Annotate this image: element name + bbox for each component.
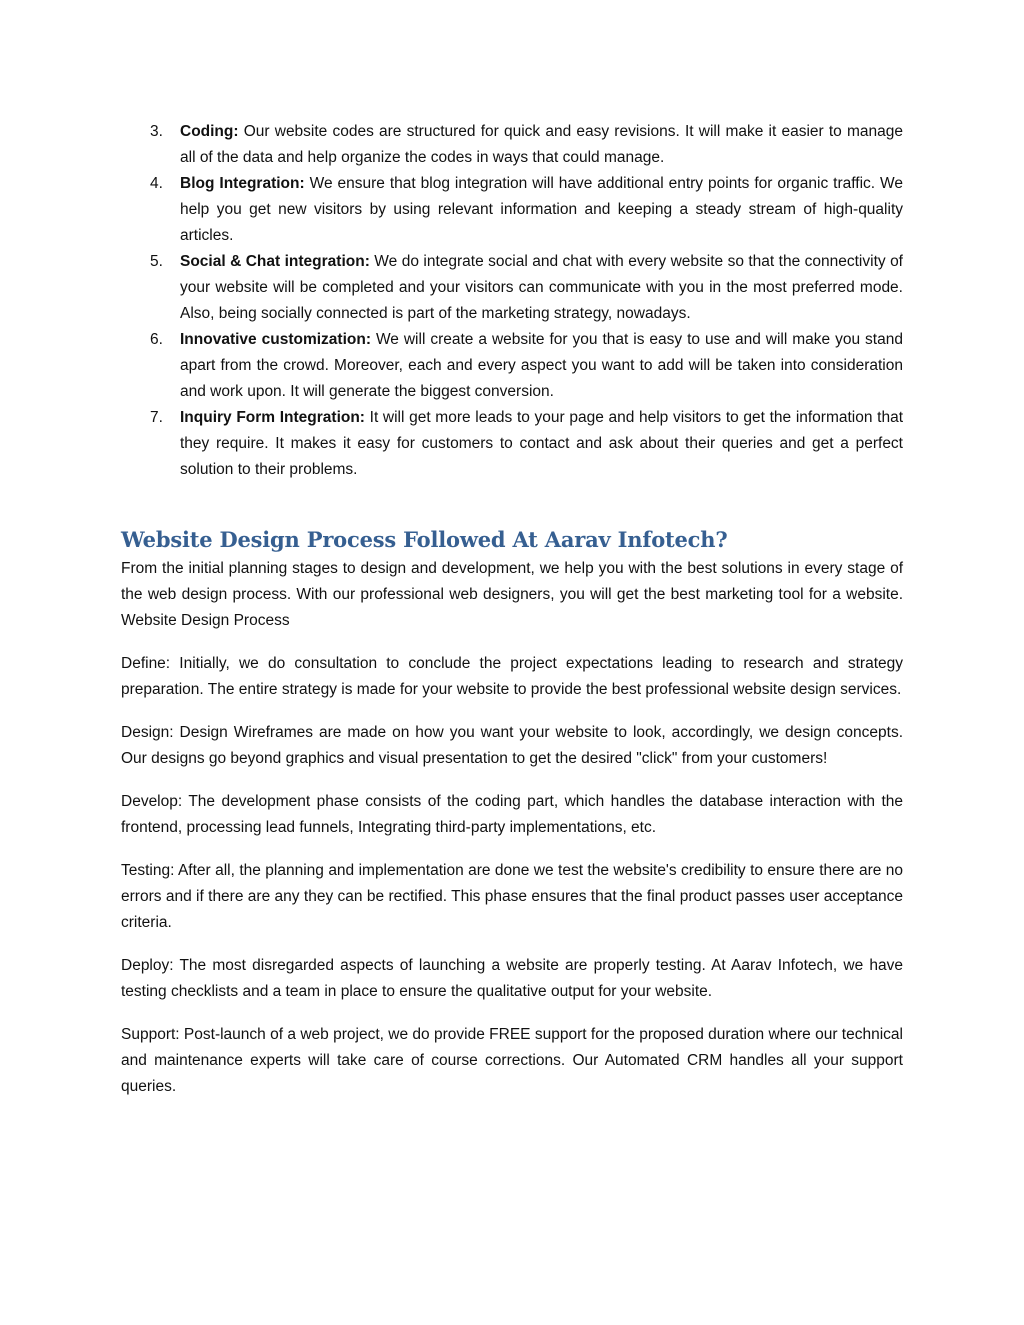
document-page	[121, 119, 903, 1117]
list-item-text: We will create a website for you that is easy to use and will make you stand apart from the crowd. Moreover, each and every aspect you want to add will be taken into consideration and work upon. It will generate the biggest conversion.	[180, 331, 903, 400]
list-number: 3.	[150, 123, 163, 140]
list-number: 5.	[150, 253, 163, 270]
support-paragraph: Support: Post-launch of a web project, we do provide FREE support for the proposed duration where our technical and maintenance experts will take care of course corrections. Our Automated CRM handles all your support queries.	[121, 1026, 903, 1095]
testing-paragraph: Testing: After all, the planning and implementation are done we test the website's credibility to ensure there are no errors and if there are any they can be rectified. This phase ensures that the final product passes user acceptance criteria.	[121, 862, 903, 931]
section-heading: Website Design Process Followed At Aarav Infotech?	[121, 527, 728, 552]
list-item-text: We ensure that blog integration will have additional entry points for organic traffic. We help you get new visitors by using relevant information and keeping a steady stream of high-quality articles.	[180, 175, 903, 244]
list-item-title: Innovative customization:	[180, 331, 371, 348]
feature-list	[121, 119, 903, 483]
list-item-title: Social & Chat integration:	[180, 253, 370, 270]
define-paragraph: Define: Initially, we do consultation to conclude the project expectations leading to research and strategy preparation. The entire strategy is made for your website to provide the best professional website design services.	[121, 655, 903, 698]
list-item-text: We do integrate social and chat with every website so that the connectivity of your website will be completed and your visitors can communicate with you in the most preferred mode. Also, being socially connected is part of the marketing strategy, nowadays.	[180, 253, 903, 322]
list-item-text: It will get more leads to your page and help visitors to get the information that they require. It makes it easy for customers to contact and ask about their queries and get a perfect solution to their problems.	[180, 409, 903, 478]
list-item	[121, 119, 903, 171]
intro-paragraph: From the initial planning stages to design and development, we help you with the best solutions in every stage of the web design process. With our professional web designers, you will get the best marketing tool for a website. Website Design Process	[121, 560, 903, 629]
list-item	[121, 249, 903, 327]
develop-paragraph: Develop: The development phase consists of the coding part, which handles the database interaction with the frontend, processing lead funnels, Integrating third-party implementations, etc.	[121, 793, 903, 836]
deploy-paragraph: Deploy: The most disregarded aspects of launching a website are properly testing. At Aarav Infotech, we have testing checklists and a team in place to ensure the qualitative output for your website.	[121, 957, 903, 1000]
list-item-title: Inquiry Form Integration:	[180, 409, 365, 426]
list-number: 4.	[150, 175, 163, 192]
list-item-title: Blog Integration:	[180, 175, 305, 192]
list-item	[121, 327, 903, 405]
list-number: 7.	[150, 409, 163, 426]
list-item	[121, 405, 903, 483]
list-item-text: Our website codes are structured for quick and easy revisions. It will make it easier to manage all of the data and help organize the codes in ways that could manage.	[180, 123, 903, 166]
list-item	[121, 171, 903, 249]
design-paragraph: Design: Design Wireframes are made on how you want your website to look, accordingly, we design concepts. Our designs go beyond graphics and visual presentation to get the desired "click" from your customers!	[121, 724, 903, 767]
list-item-title: Coding:	[180, 123, 239, 140]
list-number: 6.	[150, 331, 163, 348]
